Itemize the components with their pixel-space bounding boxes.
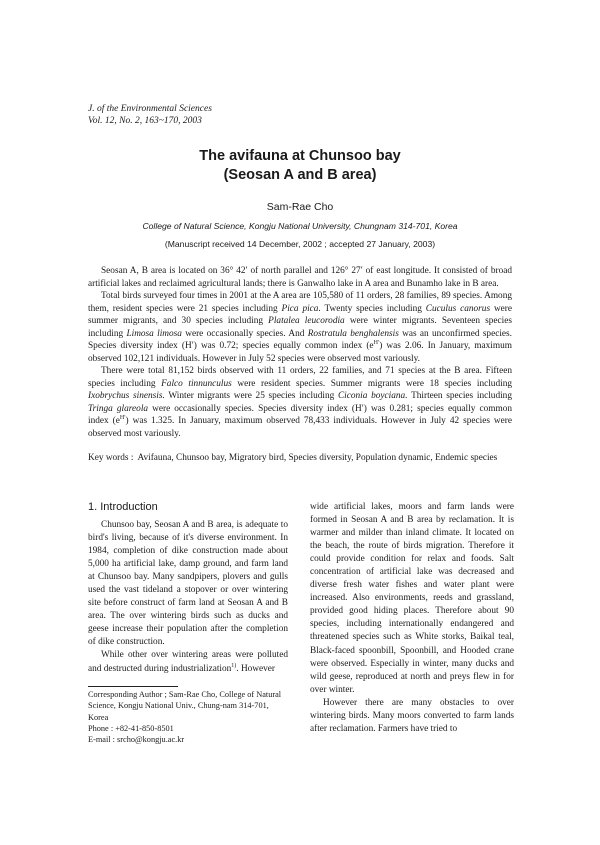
citation-marker: 1) (231, 662, 237, 669)
body-paragraph: While other over wintering areas were polluted and destructed during industrialization$^{1)}$. However (88, 650, 288, 674)
keywords-label: Key words : (88, 453, 134, 463)
section-heading-introduction: 1. Introduction (88, 501, 158, 513)
keywords-list: Avifauna, Chunsoo bay, Migratory bird, Species diversity, Population dynamic, Endemic species (137, 453, 498, 463)
title-line-2: (Seosan A and B area) (223, 167, 377, 183)
species-name: Platalea leucorodia (268, 316, 345, 326)
species-name: Cuculus canorus (425, 303, 491, 314)
title-line-1: The avifauna at Chunsoo bay (199, 148, 401, 164)
abstract-paragraph-1: Seosan A, B area is located on 36° 42′ of north parallel and 126° 27′ of east longitude. It consisted of broad artificial lakes and reclaimed agricultural lands; there is Ganwalho lake in A area and Bunamho lake in B area. (88, 266, 512, 289)
journal-name: J. of the Environmental Sciences (88, 104, 212, 114)
footnote-divider (88, 686, 178, 687)
body-column-right (310, 501, 514, 736)
journal-citation (88, 103, 212, 127)
species-name: Ciconia boyciana. (337, 391, 408, 401)
keywords (88, 452, 512, 465)
paper-title (0, 147, 600, 185)
abstract (88, 265, 512, 440)
footnote-email: E-mail : srcho@kongju.ac.kr (88, 735, 185, 745)
species-name: Tringa glareola (88, 403, 149, 414)
corresponding-author-footnote (88, 689, 288, 745)
footnote-author: Corresponding Author ; Sam-Rae Cho, College of Natural Science, Kongju National Univ., Chung-nam 314-701, Korea (88, 690, 282, 722)
species-name: Rostratula benghalensis (307, 328, 399, 339)
body-column-left (88, 519, 288, 676)
footnote-phone: Phone : +82-41-850-8501 (88, 723, 174, 733)
species-name: Limosa limosa (126, 328, 182, 339)
author-affiliation: College of Natural Science, Kongju National University, Chungnam 314-701, Korea (142, 221, 458, 231)
author-name: Sam-Rae Cho (266, 201, 334, 213)
abstract-paragraph-2: Total birds surveyed four times in 2001 at the A area are 105,580 of 11 orders, 28 families, 89 species. Among them, resident species were 21 species including Pica pica. Twenty species including Cuculus canorus were summer migrants, and 30 species including Platalea leucorodia were winter migrants. Seventeen species including Limosa limosa were occasionally species. And Rostratula benghalensis was an unconfirmed species. Species diversity index (H′) was 0.72; species equally common index $(e^{H'})$ was 2.06. In January, maximum observed 102,121 individuals. However in July 52 species were observed most variously. (88, 291, 513, 364)
journal-volume: Vol. 12, No. 2, 163~170, 2003 (88, 116, 202, 126)
species-name: Pica pica. (281, 303, 321, 314)
body-paragraph: Chunsoo bay, Seosan A and B area, is adequate to bird's living, because of it's diverse environment. In 1984, completion of dike construction made about 5,000 ha artificial lake, damp ground, and farm land at Chunsoo bay. Many sandpipers, plovers and gulls used the vast tideland a stopover or over wintering site before construct of farm land at Seosan A and B area. The over wintering birds such as ducks and geese increase their population after the completion of dike construction. (88, 520, 288, 648)
species-name: Ixobrychus sinensis. (88, 391, 165, 401)
body-paragraph: However there are many obstacles to over wintering birds. Many moors converted to farm lands after reclamation. Farmers have tried to (310, 697, 514, 734)
body-paragraph: wide artificial lakes, moors and farm lands were formed in Seosan A and B area by reclamation. It is warmer and milder than inland climate. It located on the beach, the route of birds migration. Therefore it could provide condition for relax and foods. Salt concentration of artificial lake was decreased and diverse fresh water fishes and water plant were increased. Also environments, reeds and grassland, provided good hiding places. Therefore about 90 species, including internationally endangered and threatened species such as White storks, Baikal teal, Black-faced spoonbill, Spoonbill, and Hooded crane were observed. Especially in winter, many ducks and wild geese, reproduced at north and preys flew in for over winter. (310, 502, 514, 695)
species-name: Falco tinnunculus (161, 378, 232, 389)
manuscript-dates: (Manuscript received 14 December, 2002 ; accepted 27 January, 2003) (164, 239, 436, 249)
abstract-paragraph-3: There were total 81,152 birds observed with 11 orders, 22 families, and 71 species at the B area. Fifteen species including Falco tinnunculus were resident species. Summer migrants were 18 species including Ixobrychus sinensis. Winter migrants were 25 species including Ciconia boyciana. Thirteen species including Tringa glareola were occasionally species. Species diversity index (H′) was 0.281; species equally common index $(e^{H'})$ was 1.325. In January, maximum observed 78,433 individuals. However in July 42 species were observed most variously. (88, 366, 512, 439)
